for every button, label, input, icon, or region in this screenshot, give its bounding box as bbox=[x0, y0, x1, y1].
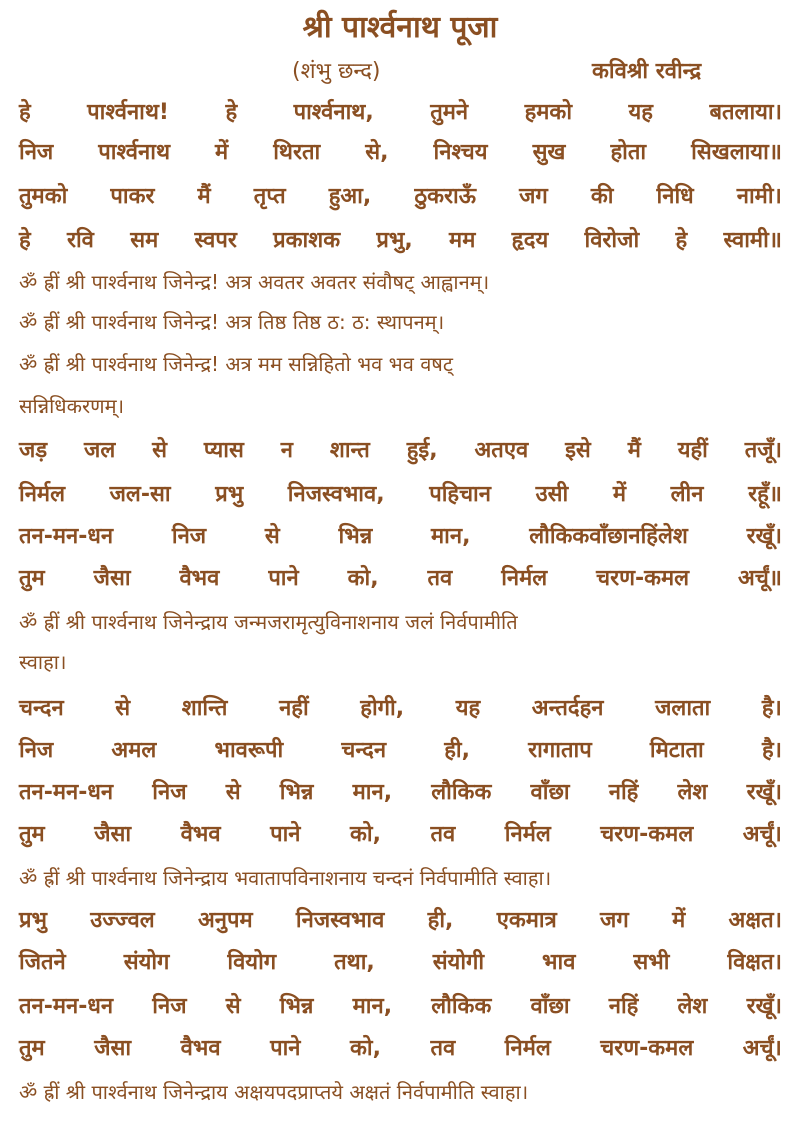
verse-word: में bbox=[215, 140, 229, 165]
verse-line bbox=[19, 688, 782, 730]
verse-word: हे bbox=[19, 228, 31, 253]
verse-word: सिखलाया॥ bbox=[691, 140, 782, 165]
verse-word: नामी। bbox=[736, 184, 782, 209]
verse-word: हे bbox=[225, 100, 238, 125]
verse-word: निजस्वभाव bbox=[295, 908, 385, 933]
verse-line bbox=[19, 986, 782, 1028]
verse-word: लौकिक bbox=[431, 780, 492, 805]
mantra-line: ॐ ह्रीं श्री पार्श्वनाथ जिनेन्द्र! अत्र अवतर अवतर संवौषट् आह्वानम्। bbox=[19, 270, 490, 294]
verse-word: पार्श्वनाथ, bbox=[293, 100, 374, 125]
verse-word: शान्त bbox=[329, 438, 370, 463]
verse-word: की bbox=[590, 184, 614, 209]
verse-word: हे bbox=[675, 228, 688, 253]
verse-word: से, bbox=[365, 140, 389, 165]
verse-word: भिन्न bbox=[279, 994, 314, 1019]
verse-word: विक्षत। bbox=[727, 950, 782, 975]
verse-word: एकमात्र bbox=[496, 908, 557, 933]
verse-line bbox=[19, 730, 782, 772]
verse-word: से bbox=[115, 696, 131, 721]
verse-word: हृदय bbox=[511, 228, 549, 253]
verse-word: तन-मन-धन bbox=[19, 780, 114, 805]
verse-line bbox=[19, 220, 782, 262]
verse-word: विरोजो bbox=[584, 228, 640, 253]
verse-word: रवि bbox=[66, 228, 94, 253]
verse-word: तजूँ। bbox=[744, 438, 782, 463]
verse-word: प्यास bbox=[203, 438, 244, 463]
mantra-line: ॐ ह्रीं श्री पार्श्वनाथ जिनेन्द्राय भवातापविनाशनाय चन्दनं निर्वपामीति स्वाहा। bbox=[19, 866, 552, 890]
verse-line bbox=[19, 814, 782, 856]
verse-word: बतलाया। bbox=[709, 100, 782, 125]
verse-word: जैसा bbox=[93, 566, 131, 591]
verse-word: प्रकाशक bbox=[273, 228, 341, 253]
verse-word: अर्चूं। bbox=[742, 1036, 782, 1061]
verse-word: पाने bbox=[270, 822, 301, 847]
verse-word: तुम bbox=[19, 1036, 45, 1061]
verse-word: होगी, bbox=[360, 696, 405, 721]
verse-word: अर्चूं। bbox=[742, 822, 782, 847]
verse-word: प्रभु bbox=[19, 908, 47, 933]
verse-word: भाव bbox=[542, 950, 576, 975]
verse-line bbox=[19, 942, 782, 984]
verse-word: पार्श्वनाथ bbox=[98, 140, 171, 165]
verse-word: में bbox=[672, 908, 686, 933]
verse-word: से bbox=[225, 780, 241, 805]
verse-word: है। bbox=[761, 738, 782, 763]
verse-word: ठुकराऊँ bbox=[414, 184, 476, 209]
verse-word: लेश bbox=[677, 780, 708, 805]
verse-word: न bbox=[280, 438, 293, 463]
verse-word: सभी bbox=[633, 950, 670, 975]
verse-word: से bbox=[225, 994, 241, 1019]
verse-word: जग bbox=[519, 184, 548, 209]
verse-word: थिरता bbox=[273, 140, 321, 165]
verse-word: वैभव bbox=[180, 822, 221, 847]
verse-word: प्रभु, bbox=[376, 228, 413, 253]
verse-word: से bbox=[264, 524, 280, 549]
verse-word: निज bbox=[171, 524, 207, 549]
verse-word: भिन्न bbox=[279, 780, 314, 805]
verse-word: अमल bbox=[111, 738, 157, 763]
verse-word: संयोग bbox=[123, 950, 170, 975]
verse-word: रागाताप bbox=[528, 738, 592, 763]
verse-word: लौकिक bbox=[431, 994, 492, 1019]
verse-word: पाने bbox=[270, 1036, 301, 1061]
verse-word: ही, bbox=[444, 738, 470, 763]
verse-word: निज bbox=[19, 738, 54, 763]
mantra-line: स्वाहा। bbox=[19, 650, 67, 674]
verse-word: अनुपम bbox=[197, 908, 253, 933]
verse-word: अक्षत। bbox=[728, 908, 782, 933]
verse-word: नहिं bbox=[608, 994, 639, 1019]
mantra-line: ॐ ह्रीं श्री पार्श्वनाथ जिनेन्द्राय जन्मजरामृत्युविनाशनाय जलं निर्वपामीति bbox=[19, 610, 518, 634]
verse-word: उज्ज्वल bbox=[90, 908, 155, 933]
verse-word: निश्चय bbox=[433, 140, 488, 165]
verse-word: तव bbox=[430, 1036, 456, 1061]
verse-word: तुमको bbox=[19, 184, 68, 209]
verse-word: वैभव bbox=[179, 566, 220, 591]
verse-word: यहीं bbox=[677, 438, 708, 463]
verse-word: को, bbox=[350, 1036, 381, 1061]
verse-word: मान, bbox=[352, 780, 393, 805]
verse-line bbox=[19, 1028, 782, 1070]
verse-word: निर्मल bbox=[501, 566, 548, 591]
verse-word: चन्दन bbox=[19, 696, 64, 721]
verse-word: होता bbox=[610, 140, 647, 165]
verse-word: तव bbox=[427, 566, 453, 591]
verse-word: चरण-कमल bbox=[600, 822, 694, 847]
verse-word: रखूँ। bbox=[746, 524, 782, 549]
verse-word: वाँछा bbox=[530, 994, 570, 1019]
verse-line bbox=[19, 474, 782, 516]
verse-word: हुई, bbox=[406, 438, 438, 463]
verse-word: यह bbox=[628, 100, 653, 125]
verse-word: ही, bbox=[427, 908, 454, 933]
verse-word: भिन्न bbox=[338, 524, 373, 549]
verse-word: तुम bbox=[19, 822, 45, 847]
verse-word: मान, bbox=[431, 524, 471, 549]
verse-word: जलाता bbox=[655, 696, 711, 721]
verse-word: जितने bbox=[19, 950, 66, 975]
verse-word: निर्मल bbox=[504, 822, 551, 847]
verse-word: निज bbox=[152, 780, 187, 805]
verse-line bbox=[19, 430, 782, 472]
verse-line bbox=[19, 558, 782, 600]
verse-word: जड़ bbox=[19, 438, 48, 463]
verse-word: शान्ति bbox=[181, 696, 228, 721]
verse-word: पहिचान bbox=[429, 482, 491, 507]
verse-word: तुम bbox=[19, 566, 45, 591]
verse-word: से bbox=[152, 438, 168, 463]
verse-word: हमको bbox=[524, 100, 573, 125]
verse-word: निर्मल bbox=[504, 1036, 551, 1061]
meter-subtitle: (शंभु छन्द) bbox=[292, 59, 381, 84]
verse-word: पाने bbox=[268, 566, 299, 591]
verse-word: संयोगी bbox=[432, 950, 485, 975]
verse-word: निज bbox=[19, 140, 54, 165]
verse-word: लीन bbox=[670, 482, 704, 507]
verse-word: पार्श्वनाथ! bbox=[87, 100, 169, 125]
verse-word: मिटाता bbox=[649, 738, 704, 763]
verse-word: तृप्त bbox=[253, 184, 286, 209]
verse-line bbox=[19, 132, 782, 174]
verse-word: इसे bbox=[565, 438, 591, 463]
verse-word: हे bbox=[19, 100, 31, 125]
verse-word: नहिं bbox=[608, 780, 639, 805]
verse-word: मम bbox=[449, 228, 476, 253]
verse-word: रहूँ॥ bbox=[748, 482, 782, 507]
mantra-line: ॐ ह्रीं श्री पार्श्वनाथ जिनेन्द्र! अत्र मम सन्निहितो भव भव वषट् bbox=[19, 352, 453, 376]
verse-word: मैं bbox=[627, 438, 641, 463]
verse-word: स्वपर bbox=[194, 228, 237, 253]
verse-word: पाकर bbox=[110, 184, 155, 209]
verse-word: तथा, bbox=[334, 950, 375, 975]
author-credit: कविश्री रवीन्द्र bbox=[592, 59, 702, 84]
verse-word: रखूँ। bbox=[746, 780, 782, 805]
verse-word: चन्दन bbox=[341, 738, 387, 763]
verse-word: प्रभु bbox=[215, 482, 244, 507]
verse-word: को, bbox=[350, 822, 381, 847]
verse-word: भावरूपी bbox=[214, 738, 284, 763]
verse-word: लेश bbox=[677, 994, 708, 1019]
verse-word: तन-मन-धन bbox=[19, 994, 114, 1019]
verse-word: तव bbox=[430, 822, 456, 847]
verse-word: मैं bbox=[197, 184, 211, 209]
verse-word: वाँछा bbox=[530, 780, 570, 805]
verse-word: रखूँ। bbox=[746, 994, 782, 1019]
page-title: श्री पार्श्वनाथ पूजा bbox=[302, 10, 498, 45]
verse-word: वैभव bbox=[180, 1036, 221, 1061]
verse-line bbox=[19, 516, 782, 558]
verse-word: तुमने bbox=[430, 100, 469, 125]
verse-line bbox=[19, 900, 782, 942]
mantra-line: ॐ ह्रीं श्री पार्श्वनाथ जिनेन्द्राय अक्षयपदप्राप्तये अक्षतं निर्वपामीति स्वाहा। bbox=[19, 1080, 529, 1104]
verse-word: चरण-कमल bbox=[596, 566, 690, 591]
verse-word: सुख bbox=[532, 140, 566, 165]
verse-word: उसी bbox=[535, 482, 569, 507]
verse-word: निज bbox=[152, 994, 187, 1019]
verse-word: हुआ, bbox=[328, 184, 372, 209]
verse-word: लौकिकवाँछानहिंलेश bbox=[529, 524, 688, 549]
verse-word: को, bbox=[347, 566, 379, 591]
verse-word: जल-सा bbox=[109, 482, 171, 507]
verse-word: जैसा bbox=[94, 822, 132, 847]
verse-word: यह bbox=[455, 696, 481, 721]
verse-word: जल bbox=[84, 438, 116, 463]
verse-word: अतएव bbox=[474, 438, 529, 463]
verse-line bbox=[19, 772, 782, 814]
verse-word: अन्तर्दहन bbox=[531, 696, 604, 721]
verse-word: सम bbox=[130, 228, 159, 253]
verse-word: तन-मन-धन bbox=[19, 524, 114, 549]
verse-word: चरण-कमल bbox=[600, 1036, 694, 1061]
verse-word: है। bbox=[761, 696, 782, 721]
verse-line bbox=[19, 92, 782, 134]
verse-word: में bbox=[612, 482, 627, 507]
verse-word: निर्मल bbox=[19, 482, 65, 507]
verse-word: अर्चूं॥ bbox=[738, 566, 782, 591]
verse-word: स्वामी॥ bbox=[723, 228, 782, 253]
verse-word: निधि bbox=[656, 184, 694, 209]
verse-word: मान, bbox=[352, 994, 393, 1019]
verse-word: निजस्वभाव, bbox=[287, 482, 385, 507]
verse-word: वियोग bbox=[227, 950, 277, 975]
mantra-line: ॐ ह्रीं श्री पार्श्वनाथ जिनेन्द्र! अत्र तिष्ठ तिष्ठ ठ: ठ: स्थापनम्। bbox=[19, 310, 445, 334]
verse-line bbox=[19, 176, 782, 218]
verse-word: जैसा bbox=[94, 1036, 132, 1061]
mantra-line: सन्निधिकरणम्। bbox=[19, 394, 125, 418]
verse-word: नहीं bbox=[279, 696, 309, 721]
verse-word: जग bbox=[600, 908, 629, 933]
